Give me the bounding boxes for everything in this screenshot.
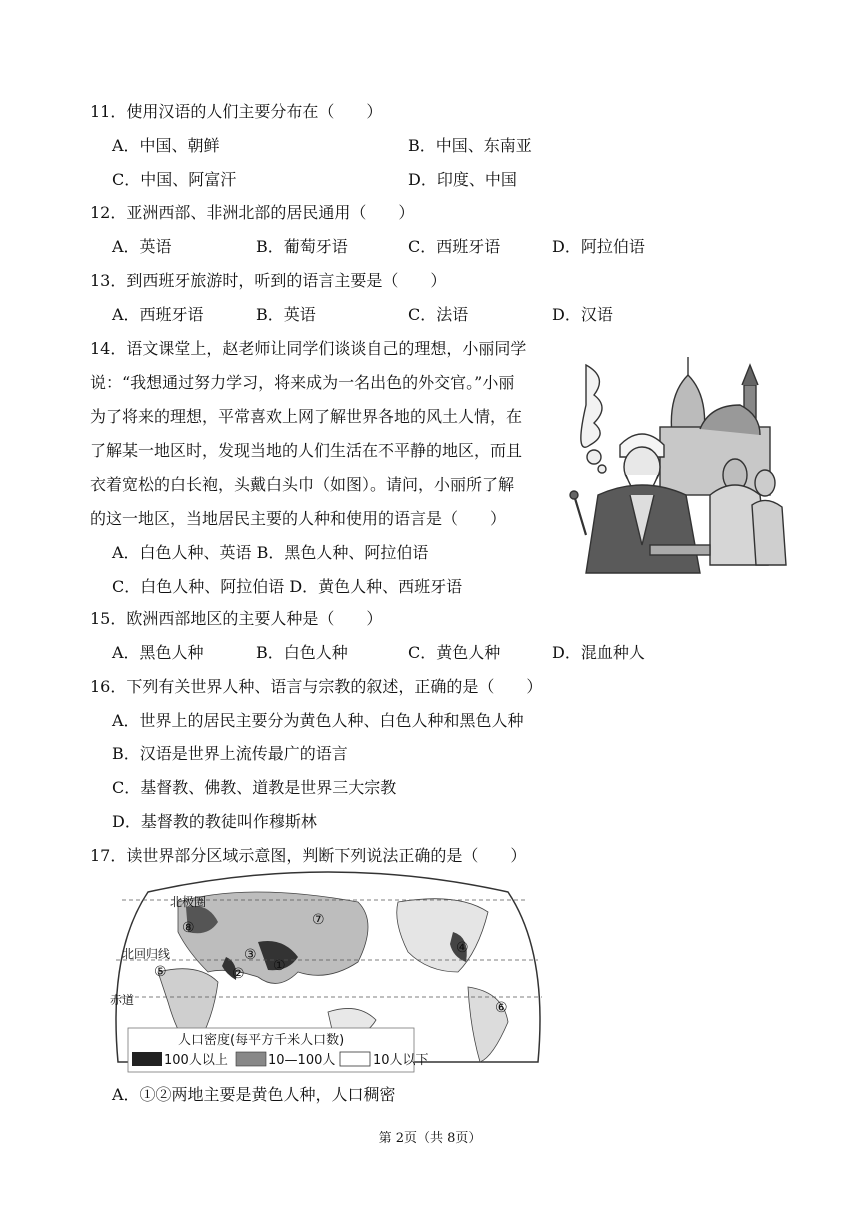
q11-option-a: A．中国、朝鲜 xyxy=(112,136,220,155)
legend-mid: 10—100人 xyxy=(268,1053,336,1068)
q16-option-a: A．世界上的居民主要分为黄色人种、白色人种和黑色人种 xyxy=(112,711,524,730)
q16-option-b: B．汉语是世界上流传最广的语言 xyxy=(112,744,348,763)
label-tropic: 北回归线 xyxy=(122,947,171,961)
q14-line-4: 了解某一地区时，发现当地的人们生活在不平静的地区，而且 xyxy=(90,441,523,460)
q13-option-b: B．英语 xyxy=(256,305,316,324)
q12-stem: 12．亚洲西部、非洲北部的居民通用（ ） xyxy=(90,203,415,222)
robed-man-illustration xyxy=(560,345,788,580)
q16-option-c: C．基督教、佛教、道教是世界三大宗教 xyxy=(112,778,397,797)
q14-line-2: 说：“我想通过努力学习，将来成为一名出色的外交官。”小丽 xyxy=(90,373,515,392)
marker-5: ⑤ xyxy=(154,964,167,980)
q16-stem: 16．下列有关世界人种、语言与宗教的叙述，正确的是（ ） xyxy=(90,677,543,696)
marker-6: ⑥ xyxy=(495,1000,508,1016)
q13-option-c: C．法语 xyxy=(408,305,469,324)
q12-option-d: D．阿拉伯语 xyxy=(552,237,645,256)
q12-option-c: C．西班牙语 xyxy=(408,237,501,256)
q15-option-c: C．黄色人种 xyxy=(408,643,501,662)
marker-2: ② xyxy=(232,966,245,982)
label-north-circle: 北极圈 xyxy=(170,895,207,909)
q15-option-a: A．黑色人种 xyxy=(112,643,204,662)
legend-low: 10人以下 xyxy=(373,1053,429,1068)
q16-option-d: D．基督教的教徒叫作穆斯林 xyxy=(112,812,317,831)
q14-line-5: 衣着宽松的白长袍，头戴白头巾（如图）。请问，小丽所了解 xyxy=(90,475,515,494)
q14-line-3: 为了将来的理想，平常喜欢上网了解世界各地的风土人情，在 xyxy=(90,407,523,426)
q12-option-b: B．葡萄牙语 xyxy=(256,237,348,256)
q11-option-c: C．中国、阿富汗 xyxy=(112,170,237,189)
q15-stem: 15．欧洲西部地区的主要人种是（ ） xyxy=(90,609,383,628)
marker-4: ④ xyxy=(456,940,469,956)
q14-line-6: 的这一地区，当地居民主要的人种和使用的语言是（ ） xyxy=(90,509,507,528)
q13-option-d: D．汉语 xyxy=(552,305,613,324)
marker-3: ③ xyxy=(244,947,257,963)
marker-8: ⑧ xyxy=(182,920,195,936)
legend-high: 100人以上 xyxy=(164,1053,228,1068)
q12-option-a: A．英语 xyxy=(112,237,172,256)
q11-option-b: B．中国、东南亚 xyxy=(408,136,532,155)
q11-option-d: D．印度、中国 xyxy=(408,170,517,189)
q13-option-a: A．西班牙语 xyxy=(112,305,204,324)
q13-stem: 13．到西班牙旅游时，听到的语言主要是（ ） xyxy=(90,271,447,290)
page-footer: 第 2页（共 8页） xyxy=(378,1131,482,1146)
q14-options-ab: A．白色人种、英语 B．黑色人种、阿拉伯语 xyxy=(112,543,429,562)
q11-stem: 11．使用汉语的人们主要分布在（ ） xyxy=(90,102,383,121)
q15-option-b: B．白色人种 xyxy=(256,643,348,662)
legend-title: 人口密度(每平方千米人口数) xyxy=(178,1033,345,1048)
q14-line-1: 14．语文课堂上，赵老师让同学们谈谈自己的理想，小丽同学 xyxy=(90,339,527,358)
q14-options-cd: C．白色人种、阿拉伯语 D．黄色人种、西班牙语 xyxy=(112,577,463,596)
q17-stem: 17．读世界部分区域示意图，判断下列说法正确的是（ ） xyxy=(90,846,527,865)
q17-option-a: A．①②两地主要是黄色人种，人口稠密 xyxy=(112,1085,396,1104)
world-population-map xyxy=(108,862,548,1074)
label-equator: 赤道 xyxy=(110,993,135,1007)
q15-option-d: D．混血种人 xyxy=(552,643,645,662)
marker-7: ⑦ xyxy=(312,912,325,928)
marker-1: ① xyxy=(273,958,286,974)
